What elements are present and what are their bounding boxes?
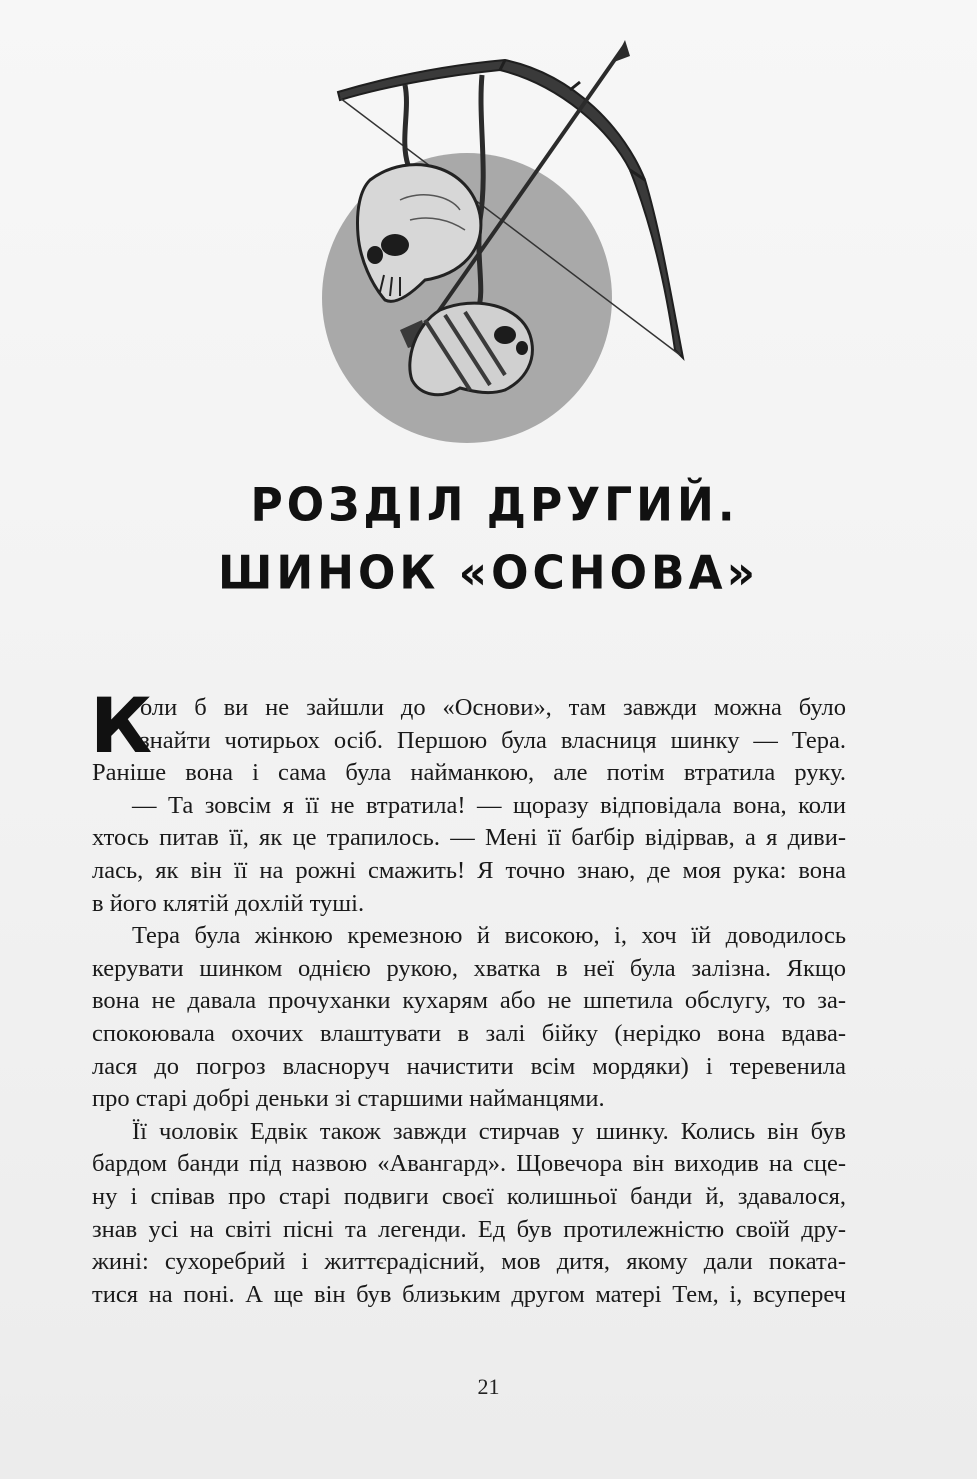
arrowhead-icon [614, 40, 630, 62]
drop-cap: К [90, 681, 153, 770]
text-line: про старі добрі деньки зі старшими найманцями. [92, 1085, 605, 1113]
text-line: Тера була жінкою кремезною й високою, і, хоч їй доводилось [132, 922, 846, 950]
text-line: лася до погроз власноруч начистити всім мордяки) і теревенила [92, 1052, 846, 1080]
text-line: оли б ви не зайшли до «Основи», там завжди можна було [140, 694, 846, 721]
skulls-bow-illustration [300, 30, 700, 450]
text-line: бардом банди під назвою «Авангард». Щовечора він виходив на сце- [92, 1150, 846, 1178]
chapter-title-line-1: РОЗДІЛ ДРУГИЙ. [250, 478, 739, 533]
text-line: лась, як він її на рожні смажить! Я точно знаю, де моя рука: вона [92, 856, 846, 884]
text-line: вона не давала прочуханки кухарям або не шпетила обслугу, то за- [92, 987, 846, 1015]
text-line: в його клятій дохлій туші. [92, 889, 365, 917]
text-line: ну і співав про старі подвиги своєї колишньої банди й, здавалося, [92, 1182, 846, 1210]
text-line: спокоювала охочих влаштувати в залі бійку (нерідко вона вдава- [92, 1019, 846, 1047]
body-text [90, 681, 846, 1311]
chapter-title-line-2: ШИНОК «ОСНОВА» [217, 546, 760, 601]
text-line: знайти чотирьох осіб. Першою була власниця шинку — Тера. [140, 726, 846, 754]
text-line: Раніше вона і сама була найманкою, але потім втратила руку. [92, 759, 846, 787]
text-line: хтось питав її, як це трапилось. — Мені її баґбір відірвав, а я диви- [92, 824, 846, 852]
text-line: — Та зовсім я її не втратила! — щоразу відповідала вона, коли [132, 791, 846, 819]
text-line: Її чоловік Едвік також завжди стирчав у шинку. Колись він був [132, 1117, 846, 1145]
page-number: 21 [477, 1374, 500, 1399]
text-line: знав усі на світі пісні та легенди. Ед був протилежністю своїй дру- [92, 1215, 846, 1243]
text-line: керувати шинком однією рукою, хватка в неї була залізна. Якщо [92, 954, 846, 982]
text-line: жині: сухоребрий і життєрадісний, мов дитя, якому дали поката- [92, 1248, 846, 1276]
text-line: тися на поні. А ще він був близьким другом матері Тем, і, всупереч [92, 1280, 846, 1308]
